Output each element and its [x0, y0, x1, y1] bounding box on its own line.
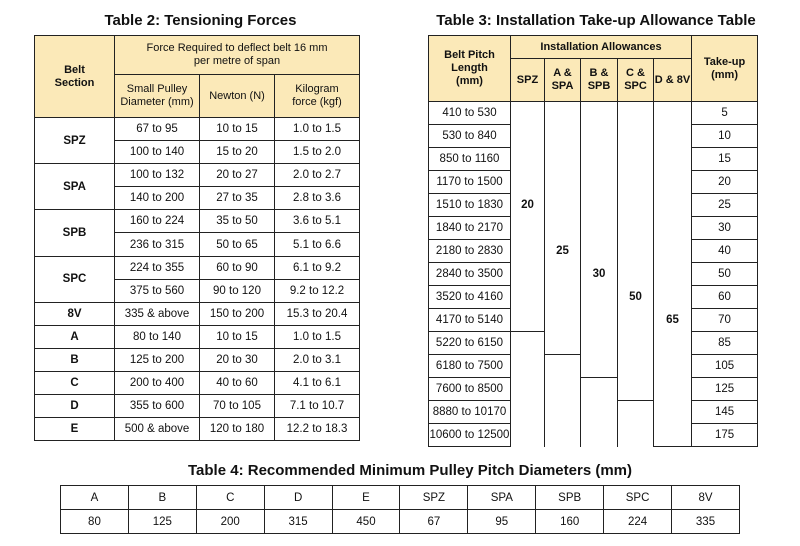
- pitch-length-cell: 3520 to 4160: [429, 286, 511, 309]
- allowance-cell: [618, 378, 654, 401]
- diameter-value-cell: 450: [332, 510, 400, 534]
- allowance-cell: 20: [511, 194, 545, 217]
- newton-cell: 150 to 200: [200, 302, 275, 325]
- allowance-cell: [581, 424, 618, 447]
- table-row: [429, 309, 758, 332]
- kilogram-cell: 1.5 to 2.0: [275, 141, 360, 164]
- section-name-cell: SPA: [468, 486, 536, 510]
- table-row: [35, 348, 360, 371]
- table2-title: Table 2: Tensioning Forces: [104, 12, 297, 29]
- allowance-cell: [545, 125, 581, 148]
- table-row: [35, 395, 360, 418]
- diameter-value-cell: 315: [264, 510, 332, 534]
- diameter-value-cell: 160: [536, 510, 604, 534]
- small-pulley-cell: 200 to 400: [115, 372, 200, 395]
- allowance-cell: [581, 286, 618, 309]
- newton-header: Newton (N): [200, 75, 275, 118]
- kilogram-cell: 5.1 to 6.6: [275, 233, 360, 256]
- allowance-cell: [545, 217, 581, 240]
- small-pulley-cell: 160 to 224: [115, 210, 200, 233]
- diameter-value-cell: 224: [604, 510, 672, 534]
- allowance-cell: [654, 102, 692, 125]
- diameter-value-cell: 80: [61, 510, 129, 534]
- diameter-value-cell: 95: [468, 510, 536, 534]
- kilogram-cell: 1.0 to 1.5: [275, 118, 360, 141]
- allowance-cell: [654, 194, 692, 217]
- pitch-length-cell: 1170 to 1500: [429, 171, 511, 194]
- pitch-length-cell: 850 to 1160: [429, 148, 511, 171]
- allowance-cell: [654, 332, 692, 355]
- small-pulley-cell: 335 & above: [115, 302, 200, 325]
- take-up-cell: 20: [692, 171, 758, 194]
- table-row: [429, 240, 758, 263]
- belt-section-cell: D: [35, 395, 115, 418]
- allowances-header: Installation Allowances: [511, 36, 692, 59]
- allowance-cell: [581, 378, 618, 401]
- section-name-cell: C: [196, 486, 264, 510]
- take-up-cell: 15: [692, 148, 758, 171]
- allowance-cell: [545, 263, 581, 286]
- table3-title: Table 3: Installation Take-up Allowance Table: [436, 12, 756, 29]
- small-pulley-cell: 375 to 560: [115, 279, 200, 302]
- allowance-cell: [618, 424, 654, 447]
- kilogram-cell: 9.2 to 12.2: [275, 279, 360, 302]
- allowance-cell: [654, 125, 692, 148]
- table-row: [429, 332, 758, 355]
- take-up-cell: 25: [692, 194, 758, 217]
- table-row: [429, 148, 758, 171]
- allowance-cell: [618, 355, 654, 378]
- table-row: [429, 125, 758, 148]
- small-pulley-cell: 125 to 200: [115, 348, 200, 371]
- allowance-cell: [511, 240, 545, 263]
- table-row: [35, 210, 360, 233]
- diameter-value-cell: 200: [196, 510, 264, 534]
- allowance-cell: [581, 125, 618, 148]
- section-name-cell: SPC: [604, 486, 672, 510]
- take-up-header: Take-up (mm): [692, 36, 758, 102]
- allowance-cell: [511, 355, 545, 378]
- kilogram-cell: 1.0 to 1.5: [275, 325, 360, 348]
- section-name-cell: 8V: [672, 486, 740, 510]
- pitch-length-cell: 2180 to 2830: [429, 240, 511, 263]
- allowance-cell: 65: [654, 309, 692, 332]
- table-row: [35, 372, 360, 395]
- allowance-cell: [511, 378, 545, 401]
- allowance-cell: [618, 171, 654, 194]
- table-row: [429, 424, 758, 447]
- allowance-cell: [654, 378, 692, 401]
- take-up-cell: 85: [692, 332, 758, 355]
- newton-cell: 50 to 65: [200, 233, 275, 256]
- table-row: [429, 194, 758, 217]
- allowance-column-header: C & SPC: [618, 59, 654, 102]
- diameter-value-cell: 335: [672, 510, 740, 534]
- allowance-cell: [545, 148, 581, 171]
- pulley-diameters-table: [60, 485, 740, 534]
- allowance-cell: [581, 217, 618, 240]
- section-name-cell: SPB: [536, 486, 604, 510]
- section-name-cell: SPZ: [400, 486, 468, 510]
- allowance-cell: [545, 194, 581, 217]
- belt-section-cell: E: [35, 418, 115, 441]
- newton-cell: 120 to 180: [200, 418, 275, 441]
- diameter-value-cell: 67: [400, 510, 468, 534]
- small-pulley-cell: 224 to 355: [115, 256, 200, 279]
- newton-cell: 15 to 20: [200, 141, 275, 164]
- small-pulley-cell: 100 to 140: [115, 141, 200, 164]
- take-up-cell: 60: [692, 286, 758, 309]
- table-row: [35, 256, 360, 279]
- allowance-cell: [618, 401, 654, 424]
- take-up-cell: 40: [692, 240, 758, 263]
- allowance-column-header: SPZ: [511, 59, 545, 102]
- newton-cell: 70 to 105: [200, 395, 275, 418]
- allowance-cell: [511, 424, 545, 447]
- pitch-length-cell: 4170 to 5140: [429, 309, 511, 332]
- belt-section-header: Belt Section: [35, 36, 115, 118]
- allowance-cell: [545, 332, 581, 355]
- allowance-cell: [654, 148, 692, 171]
- belt-section-cell: SPA: [35, 164, 115, 210]
- table-row: [429, 286, 758, 309]
- take-up-cell: 30: [692, 217, 758, 240]
- pitch-length-cell: 1840 to 2170: [429, 217, 511, 240]
- table-row: [35, 302, 360, 325]
- small-pulley-cell: 100 to 132: [115, 164, 200, 187]
- allowance-cell: [581, 194, 618, 217]
- allowance-cell: [581, 309, 618, 332]
- allowance-cell: [511, 148, 545, 171]
- allowance-cell: [618, 263, 654, 286]
- allowance-cell: [654, 217, 692, 240]
- allowance-cell: [618, 240, 654, 263]
- small-pulley-cell: 67 to 95: [115, 118, 200, 141]
- diameter-value-cell: 125: [128, 510, 196, 534]
- allowance-cell: [545, 378, 581, 401]
- tensioning-forces-table: [34, 35, 360, 441]
- pitch-length-cell: 7600 to 8500: [429, 378, 511, 401]
- take-up-cell: 5: [692, 102, 758, 125]
- allowance-cell: [581, 102, 618, 125]
- take-up-cell: 125: [692, 378, 758, 401]
- take-up-cell: 145: [692, 401, 758, 424]
- section-name-cell: E: [332, 486, 400, 510]
- newton-cell: 27 to 35: [200, 187, 275, 210]
- allowance-cell: [654, 401, 692, 424]
- small-pulley-header: Small Pulley Diameter (mm): [115, 75, 200, 118]
- table-row: [429, 217, 758, 240]
- allowance-cell: 30: [581, 263, 618, 286]
- allowance-cell: [581, 148, 618, 171]
- allowance-cell: [581, 355, 618, 378]
- belt-section-cell: SPB: [35, 210, 115, 256]
- belt-section-cell: C: [35, 372, 115, 395]
- pitch-length-cell: 8880 to 10170: [429, 401, 511, 424]
- force-group-header: Force Required to deflect belt 16 mm per metre of span: [115, 36, 360, 75]
- allowance-cell: [545, 424, 581, 447]
- kilogram-header: Kilogram force (kgf): [275, 75, 360, 118]
- newton-cell: 10 to 15: [200, 325, 275, 348]
- pitch-length-cell: 5220 to 6150: [429, 332, 511, 355]
- allowance-cell: [511, 263, 545, 286]
- small-pulley-cell: 355 to 600: [115, 395, 200, 418]
- allowance-cell: [618, 102, 654, 125]
- allowance-cell: [618, 125, 654, 148]
- table-row: [429, 102, 758, 125]
- allowance-cell: [618, 217, 654, 240]
- small-pulley-cell: 140 to 200: [115, 187, 200, 210]
- kilogram-cell: 4.1 to 6.1: [275, 372, 360, 395]
- table-row: [35, 118, 360, 141]
- table-row: [429, 355, 758, 378]
- allowance-cell: [618, 194, 654, 217]
- allowance-cell: [511, 401, 545, 424]
- allowance-cell: [581, 240, 618, 263]
- allowance-cell: [545, 309, 581, 332]
- table-row: [35, 418, 360, 441]
- take-up-cell: 50: [692, 263, 758, 286]
- small-pulley-cell: 80 to 140: [115, 325, 200, 348]
- allowance-cell: [511, 332, 545, 355]
- allowance-cell: [545, 401, 581, 424]
- table4-title: Table 4: Recommended Minimum Pulley Pitch Diameters (mm): [188, 462, 632, 479]
- belt-section-cell: A: [35, 325, 115, 348]
- allowance-cell: [618, 332, 654, 355]
- belt-section-cell: SPZ: [35, 118, 115, 164]
- pitch-length-cell: 10600 to 12500: [429, 424, 511, 447]
- allowance-cell: 25: [545, 240, 581, 263]
- take-up-cell: 105: [692, 355, 758, 378]
- allowance-cell: [618, 309, 654, 332]
- section-name-cell: D: [264, 486, 332, 510]
- allowance-cell: [511, 171, 545, 194]
- take-up-allowance-table: [428, 35, 758, 447]
- table-row: [429, 401, 758, 424]
- kilogram-cell: 15.3 to 20.4: [275, 302, 360, 325]
- belt-section-cell: SPC: [35, 256, 115, 302]
- newton-cell: 60 to 90: [200, 256, 275, 279]
- allowance-cell: [654, 263, 692, 286]
- newton-cell: 40 to 60: [200, 372, 275, 395]
- kilogram-cell: 2.0 to 3.1: [275, 348, 360, 371]
- allowance-cell: [618, 148, 654, 171]
- pitch-length-cell: 410 to 530: [429, 102, 511, 125]
- newton-cell: 10 to 15: [200, 118, 275, 141]
- allowance-cell: [654, 171, 692, 194]
- newton-cell: 90 to 120: [200, 279, 275, 302]
- newton-cell: 20 to 27: [200, 164, 275, 187]
- allowance-column-header: A & SPA: [545, 59, 581, 102]
- allowance-cell: [654, 424, 692, 447]
- kilogram-cell: 2.0 to 2.7: [275, 164, 360, 187]
- pitch-length-cell: 2840 to 3500: [429, 263, 511, 286]
- newton-cell: 20 to 30: [200, 348, 275, 371]
- allowance-cell: [511, 102, 545, 125]
- take-up-cell: 70: [692, 309, 758, 332]
- allowance-cell: [545, 355, 581, 378]
- kilogram-cell: 2.8 to 3.6: [275, 187, 360, 210]
- small-pulley-cell: 236 to 315: [115, 233, 200, 256]
- kilogram-cell: 3.6 to 5.1: [275, 210, 360, 233]
- table-row: [35, 325, 360, 348]
- allowance-column-header: B & SPB: [581, 59, 618, 102]
- allowance-cell: 50: [618, 286, 654, 309]
- table-row: [429, 378, 758, 401]
- pitch-length-cell: 6180 to 7500: [429, 355, 511, 378]
- table-row: [429, 263, 758, 286]
- pitch-length-cell: 1510 to 1830: [429, 194, 511, 217]
- section-name-cell: A: [61, 486, 129, 510]
- take-up-cell: 175: [692, 424, 758, 447]
- allowance-cell: [654, 355, 692, 378]
- table-row: [429, 171, 758, 194]
- allowance-cell: [511, 286, 545, 309]
- pitch-length-header: Belt Pitch Length (mm): [429, 36, 511, 102]
- section-name-cell: B: [128, 486, 196, 510]
- allowance-cell: [654, 240, 692, 263]
- allowance-cell: [545, 171, 581, 194]
- allowance-cell: [581, 401, 618, 424]
- allowance-cell: [545, 286, 581, 309]
- allowance-cell: [511, 125, 545, 148]
- table-row: [35, 164, 360, 187]
- take-up-cell: 10: [692, 125, 758, 148]
- allowance-column-header: D & 8V: [654, 59, 692, 102]
- allowance-cell: [581, 332, 618, 355]
- pitch-length-cell: 530 to 840: [429, 125, 511, 148]
- belt-section-cell: 8V: [35, 302, 115, 325]
- small-pulley-cell: 500 & above: [115, 418, 200, 441]
- allowance-cell: [545, 102, 581, 125]
- newton-cell: 35 to 50: [200, 210, 275, 233]
- kilogram-cell: 7.1 to 10.7: [275, 395, 360, 418]
- kilogram-cell: 12.2 to 18.3: [275, 418, 360, 441]
- kilogram-cell: 6.1 to 9.2: [275, 256, 360, 279]
- allowance-cell: [654, 286, 692, 309]
- belt-section-cell: B: [35, 348, 115, 371]
- allowance-cell: [511, 309, 545, 332]
- allowance-cell: [581, 171, 618, 194]
- allowance-cell: [511, 217, 545, 240]
